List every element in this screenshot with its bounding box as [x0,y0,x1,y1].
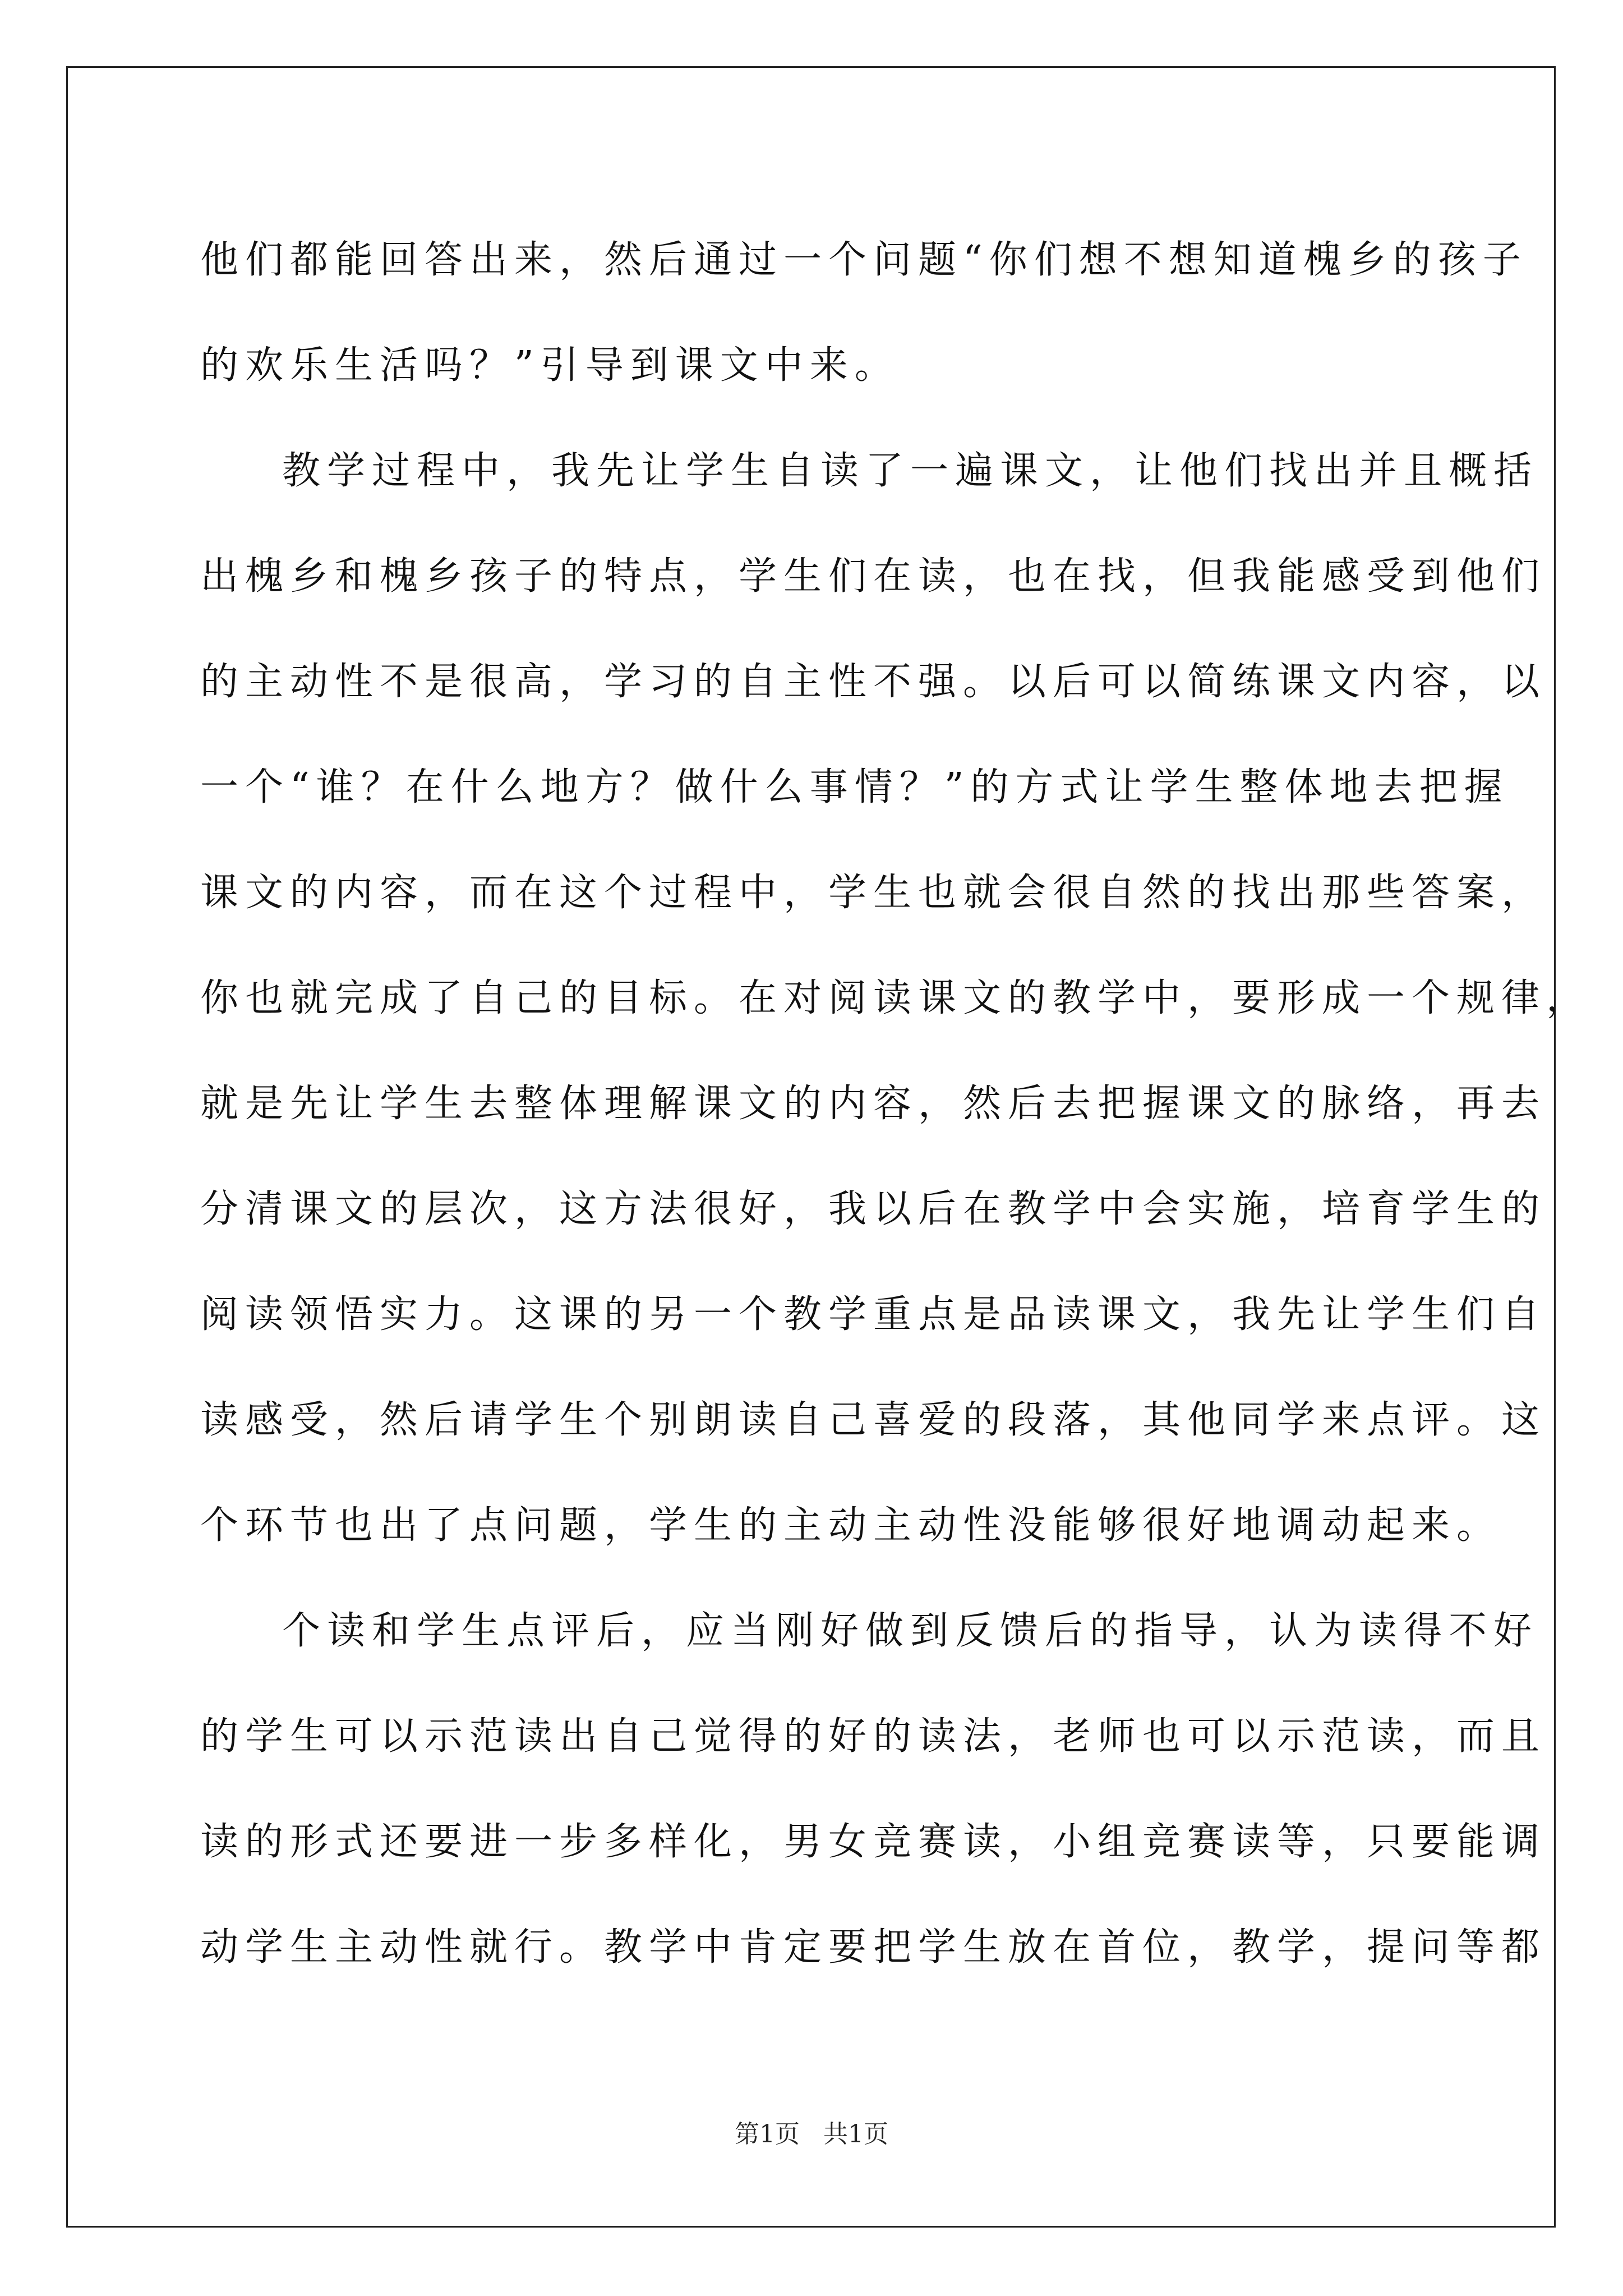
text-line: 的学生可以示范读出自己觉得的好的读法，老师也可以示范读，而且 [200,1714,1547,1759]
text-line: 课文的内容，而在这个过程中，学生也就会很自然的找出那些答案， [200,871,1547,915]
text-line: 就是先让学生去整体理解课文的内容，然后去把握课文的脉络，再去 [200,1082,1547,1126]
text-line: 的欢乐生活吗？”引导到课文中来。 [200,343,900,388]
paragraph-start-line: 教学过程中，我先让学生自读了一遍课文，让他们找出并且概括 [282,449,1539,493]
paragraph-start-line: 个读和学生点评后，应当刚好做到反馈后的指导，认为读得不好 [282,1609,1539,1653]
text-line: 的主动性不是很高，学习的自主性不强。以后可以简练课文内容，以 [200,660,1547,704]
text-line: 你也就完成了自己的目标。在对阅读课文的教学中，要形成一个规律， [200,976,1592,1020]
text-line: 个环节也出了点问题，学生的主动主动性没能够很好地调动起来。 [200,1503,1502,1548]
text-line: 读的形式还要进一步多样化，男女竞赛读，小组竞赛读等，只要能调 [200,1820,1547,1864]
text-line: 分清课文的层次，这方法很好，我以后在教学中会实施，培育学生的 [200,1187,1547,1231]
document-body [200,208,1592,2000]
text-line: 一个“谁？在什么地方？做什么事情？”的方式让学生整体地去把握 [200,765,1509,809]
page-footer [0,2118,1623,2151]
text-line: 动学生主动性就行。教学中肯定要把学生放在首位，教学，提问等都 [200,1925,1547,1970]
text-line: 他们都能回答出来，然后通过一个问题“你们想不想知道槐乡的孩子 [200,238,1528,282]
total-pages-label: 共1页 [823,2120,888,2148]
text-line: 出槐乡和槐乡孩子的特点，学生们在读，也在找，但我能感受到他们 [200,554,1547,599]
current-page-label: 第1页 [735,2120,800,2148]
text-line: 阅读领悟实力。这课的另一个教学重点是品读课文，我先让学生们自 [200,1292,1547,1337]
text-line: 读感受，然后请学生个别朗读自己喜爱的段落，其他同学来点评。这 [200,1398,1547,1442]
